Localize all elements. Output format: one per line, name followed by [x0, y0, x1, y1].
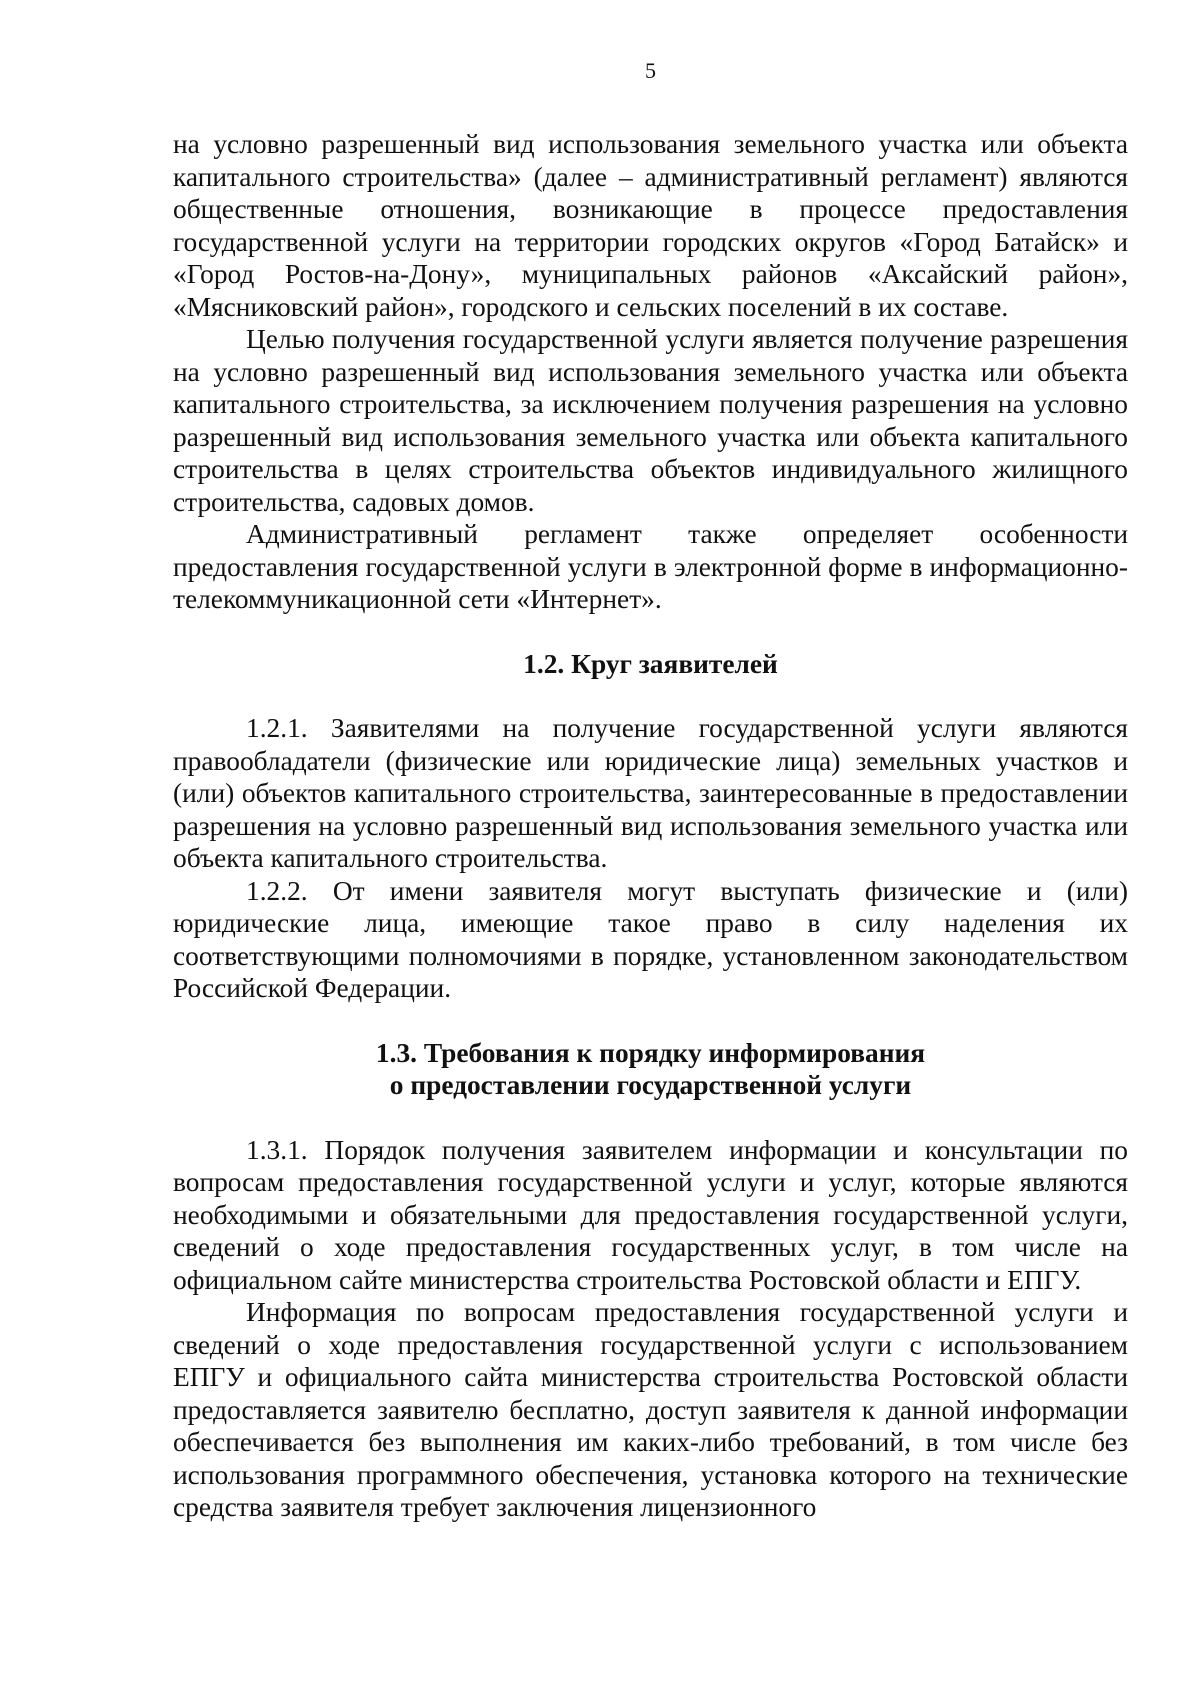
paragraph-regulation-scope: Административный регламент также определяет особенности предоставления государственной услуги в электронной форме в информационно-телекоммуникационной сети «Интернет». [173, 519, 1128, 614]
paragraph-information-access: Информация по вопросам предоставления государственной услуги и сведений о ходе предоставления государственной услуги с использованием ЕПГУ и официального сайта министерства строительства Ростовской области предоставляется заявителю бесплатно, доступ заявителя к данной информации обеспечивается без выполнения им каких-либо требований, в том числе без использования программного обеспечения, установка которого на технические средства заявителя требует заключения лицензионного [173, 1297, 1128, 1522]
section-heading-1-3-line1: 1.3. Требования к порядку информирования [375, 1037, 926, 1068]
spacer [173, 1102, 1128, 1134]
paragraph-1-2-2: 1.2.2. От имени заявителя могут выступать физические и (или) юридические лица, имеющие такое право в силу наделения их соответствующими полномочиями в порядке, установленном законодательством Российской Федерации. [173, 875, 1128, 1003]
paragraph-purpose: Целью получения государственной услуги является получение разрешения на условно разрешенный вид использования земельного участка или объекта капитального строительства, за исключением получения разрешения на условно разрешенный вид использования земельного участка или объекта капитального строительства в целях строительства объектов индивидуального жилищного строительства, садовых домов. [173, 324, 1128, 517]
spacer [173, 1005, 1128, 1037]
spacer [173, 680, 1128, 712]
document-body [173, 128, 1128, 1524]
paragraph-continuation: на условно разрешенный вид использования земельного участка или объекта капитального строительства» (далее – административный регламент) являются общественные отношения, возникающие в процессе предоставления государственной услуги на территории городских округов «Город Батайск» и «Город Ростов-на-Дону», муниципальных районов «Аксайский район», «Мясниковский район», городского и сельских поселений в их составе. [173, 129, 1128, 322]
paragraph-1-2-1: 1.2.1. Заявителями на получение государственной услуги являются правообладатели (физические или юридические лица) земельных участков и (или) объектов капитального строительства, заинтересованные в предоставлении разрешения на условно разрешенный вид использования земельного участка или объекта капитального строительства. [173, 713, 1128, 873]
paragraph-1-3-1: 1.3.1. Порядок получения заявителем информации и консультации по вопросам предоставления государственной услуги и услуг, которые являются необходимыми и обязательными для предоставления государственной услуги, сведений о ходе предоставления государственных услуг, в том числе на официальном сайте министерства строительства Ростовской области и ЕПГУ. [173, 1134, 1128, 1295]
page-number: 5 [645, 58, 656, 83]
spacer [173, 616, 1128, 648]
section-heading-1-3-line2: о предоставлении государственной услуги [389, 1070, 912, 1100]
section-heading-1-2: 1.2. Круг заявителей [523, 648, 778, 679]
